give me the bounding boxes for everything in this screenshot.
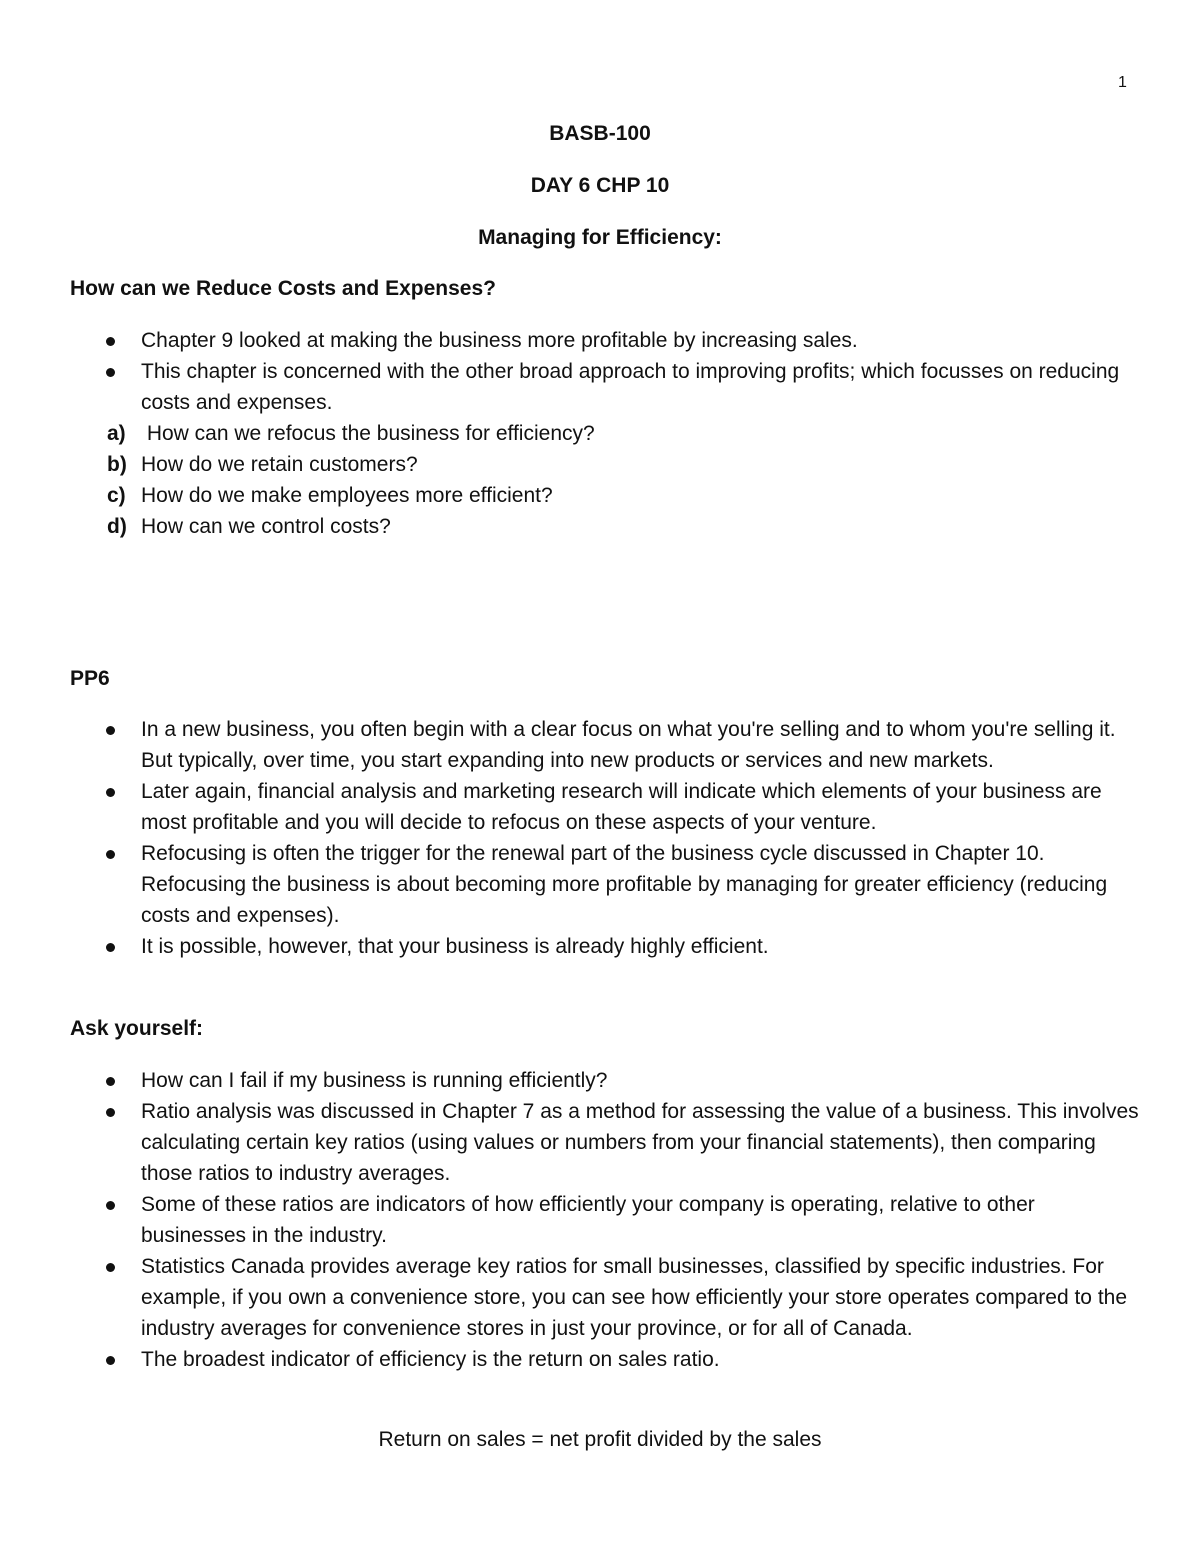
bullet-dot-icon bbox=[106, 337, 115, 346]
section1-bullet-list bbox=[0, 325, 1200, 418]
list-item bbox=[0, 1096, 1200, 1189]
bullet-dot-icon bbox=[106, 1201, 115, 1210]
section-heading-reduce-costs: How can we Reduce Costs and Expenses? bbox=[70, 277, 496, 300]
list-item-text: Some of these ratios are indicators of how efficiently your company is operating, relative to other businesses in the industry. bbox=[141, 1193, 1035, 1247]
day-title: DAY 6 CHP 10 bbox=[530, 174, 670, 197]
list-item-text: In a new business, you often begin with a clear focus on what you're selling and to whom you're selling it. But typically, over time, you start expanding into new products or services and new markets. bbox=[141, 718, 1116, 772]
list-item-text: It is possible, however, that your business is already highly efficient. bbox=[141, 935, 769, 958]
list-item-text: This chapter is concerned with the other broad approach to improving profits; which focusses on reducing costs and expenses. bbox=[141, 360, 1120, 414]
bullet-dot-icon bbox=[106, 1108, 115, 1117]
list-letter: a) bbox=[107, 422, 126, 445]
list-item-text: Later again, financial analysis and marketing research will indicate which elements of your business are most profitable and you will decide to refocus on these aspects of your venture. bbox=[141, 780, 1102, 834]
list-item bbox=[0, 480, 1200, 511]
list-item-text: How do we retain customers? bbox=[141, 453, 418, 476]
section-heading-pp6: PP6 bbox=[70, 667, 110, 690]
section-heading-ask-yourself: Ask yourself: bbox=[70, 1017, 204, 1040]
list-item bbox=[0, 714, 1200, 776]
bullet-dot-icon bbox=[106, 726, 115, 735]
list-item bbox=[0, 838, 1200, 931]
list-item bbox=[0, 511, 1200, 542]
bullet-dot-icon bbox=[106, 1263, 115, 1272]
list-item bbox=[0, 449, 1200, 480]
bullet-dot-icon bbox=[106, 943, 115, 952]
list-item-text: How can we refocus the business for efficiency? bbox=[141, 422, 595, 445]
list-item bbox=[0, 776, 1200, 838]
course-title: BASB-100 bbox=[549, 122, 651, 145]
list-item bbox=[0, 356, 1200, 418]
bullet-dot-icon bbox=[106, 788, 115, 797]
list-item bbox=[0, 325, 1200, 356]
topic-title: Managing for Efficiency: bbox=[478, 226, 722, 249]
section2-bullet-list bbox=[0, 714, 1200, 962]
section1-lettered-list bbox=[0, 418, 1200, 542]
bullet-dot-icon bbox=[106, 1077, 115, 1086]
list-letter: c) bbox=[107, 484, 126, 507]
page-number: 1 bbox=[1118, 74, 1127, 91]
list-item-text: Chapter 9 looked at making the business more profitable by increasing sales. bbox=[141, 329, 858, 352]
list-item-text: Refocusing is often the trigger for the renewal part of the business cycle discussed in Chapter 10. Refocusing the business is about becoming more profitable by managing for greater efficiency (reducing costs and expenses). bbox=[141, 842, 1108, 927]
list-item-text: Statistics Canada provides average key ratios for small businesses, classified by specific industries. For example, if you own a convenience store, you can see how efficiently your store operates compared to the industry averages for convenience stores in just your province, or for all of Canada. bbox=[141, 1255, 1128, 1340]
list-item bbox=[0, 1344, 1200, 1375]
list-item-text: How do we make employees more efficient? bbox=[141, 484, 553, 507]
bullet-dot-icon bbox=[106, 850, 115, 859]
list-item-text: How can we control costs? bbox=[141, 515, 391, 538]
list-letter: b) bbox=[107, 453, 127, 476]
list-item bbox=[0, 931, 1200, 962]
list-letter: d) bbox=[107, 515, 127, 538]
section3-bullet-list bbox=[0, 1065, 1200, 1375]
return-on-sales-formula: Return on sales = net profit divided by the sales bbox=[378, 1428, 822, 1451]
list-item bbox=[0, 418, 1200, 449]
bullet-dot-icon bbox=[106, 368, 115, 377]
list-item-text: The broadest indicator of efficiency is the return on sales ratio. bbox=[141, 1348, 720, 1371]
list-item bbox=[0, 1189, 1200, 1251]
list-item-text: How can I fail if my business is running efficiently? bbox=[141, 1069, 608, 1092]
list-item bbox=[0, 1251, 1200, 1344]
list-item bbox=[0, 1065, 1200, 1096]
bullet-dot-icon bbox=[106, 1356, 115, 1365]
list-item-text: Ratio analysis was discussed in Chapter 7 as a method for assessing the value of a business. This involves calculating certain key ratios (using values or numbers from your financial statements), then comparing those ratios to industry averages. bbox=[141, 1100, 1139, 1185]
